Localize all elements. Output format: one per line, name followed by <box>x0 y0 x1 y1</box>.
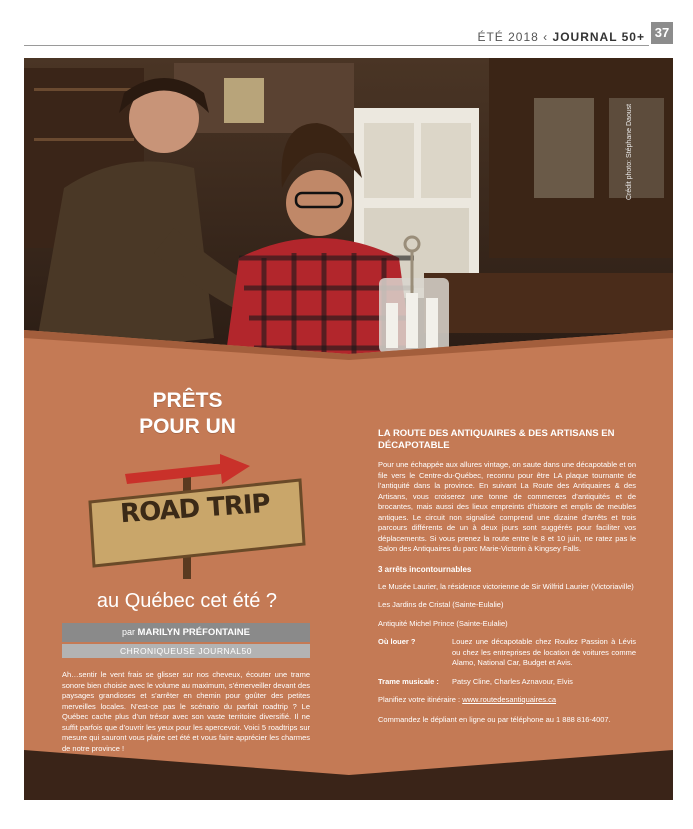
stop-item: Le Musée Laurier, la résidence victorienne de Sir Wilfrid Laurier (Victoriaville) <box>378 581 634 591</box>
page-header <box>24 22 673 46</box>
sidebar-column <box>378 428 636 734</box>
music-text: Patsy Cline, Charles Aznavour, Elvis <box>452 676 573 686</box>
header-rule <box>24 45 649 46</box>
title-block <box>70 388 305 440</box>
title-line-2: POUR UN <box>139 415 236 438</box>
order-line: Commandez le dépliant en ligne ou par téléphone au 1 888 816-4007. <box>378 714 611 724</box>
section-body: Pour une échappée aux allures vintage, on saute dans une décapotable et on file vers le Centre-du-Québec, reconnu pour être LA plaque tournante de l’antiquité dans la province. En suivant La Route des Antiquaires & des Artisans, vous croiserez une tonne de commerces d’antiquités et de brocantes, mais aussi des lieux empreints d’histoire et emplis de meubles antiques. Le circuit non signalisé comprend une dizaine d’arrêts et trois parcours différents de un à deux jours sont suggérés pour faciliter vos déplacements. Si vous prenez la route entre le 8 et 10 juin, ne ratez pas le Salon des Antiquaires du parc Marie-Victorin à Kingsey Falls. <box>378 460 636 553</box>
plan-link[interactable]: www.routedesantiquaires.ca <box>462 695 557 704</box>
plan-prefix: Planifiez votre itinéraire : <box>378 695 461 704</box>
music-row <box>378 677 636 688</box>
hero-photo <box>24 58 673 368</box>
byline-role: CHRONIQUEUSE JOURNAL50 <box>62 644 310 658</box>
section-heading: LA ROUTE DES ANTIQUAIRES & DES ARTISANS EN DÉCAPOTABLE <box>378 428 615 451</box>
page-number: 37 <box>651 22 673 44</box>
rent-label: Où louer ? <box>378 637 416 646</box>
plan-line <box>378 695 636 706</box>
header-text <box>477 30 645 44</box>
intro-paragraph: Ah…sentir le vent frais se glisser sur nos cheveux, écouter une trame sonore bien choisie avec le volume au maximum, s’émerveiller devant des paysages grandioses et s’arrêter en chemin pour goûter des petites merveilles locales. N’est-ce pas le scénario du parfait roadtrip ? Le Québec cache plus d’un trésor avec son vaste territoire diversifié. Il ne suffit parfois que d’ouvrir les yeux pour les apercevoir. Voici 5 roadtrips sur mesure qui sauront vous plaire cet été et vous faire apprécier les charmes de notre province ! <box>62 670 310 753</box>
road-trip-sign <box>80 444 310 584</box>
stops-title: 3 arrêts incontournables <box>378 564 472 574</box>
byline <box>62 623 310 642</box>
photo-credit: Crédit photo: Stéphane Daoust <box>626 103 633 200</box>
article-subtitle: au Québec cet été ? <box>96 590 278 612</box>
byline-author: MARILYN PRÉFONTAINE <box>137 627 250 638</box>
header-journal: JOURNAL 50+ <box>552 30 645 44</box>
header-season: ÉTÉ 2018 <box>477 30 539 44</box>
road-trip-sign-text: ROAD TRIP <box>119 488 271 530</box>
rent-row <box>378 637 636 669</box>
music-label: Trame musicale : <box>378 676 439 686</box>
header-separator: ‹ <box>543 30 549 44</box>
title-line-1: PRÊTS <box>152 389 223 412</box>
stop-item: Les Jardins de Cristal (Sainte-Eulalie) <box>378 600 504 609</box>
stop-item: Antiquité Michel Prince (Sainte-Eulalie) <box>378 618 508 628</box>
rent-text: Louez une décapotable chez Roulez Passion à Lévis ou chez les entreprises de location de voitures comme Alamo, National Car, Budget et Avis. <box>452 637 636 667</box>
byline-prefix: par <box>122 627 136 637</box>
